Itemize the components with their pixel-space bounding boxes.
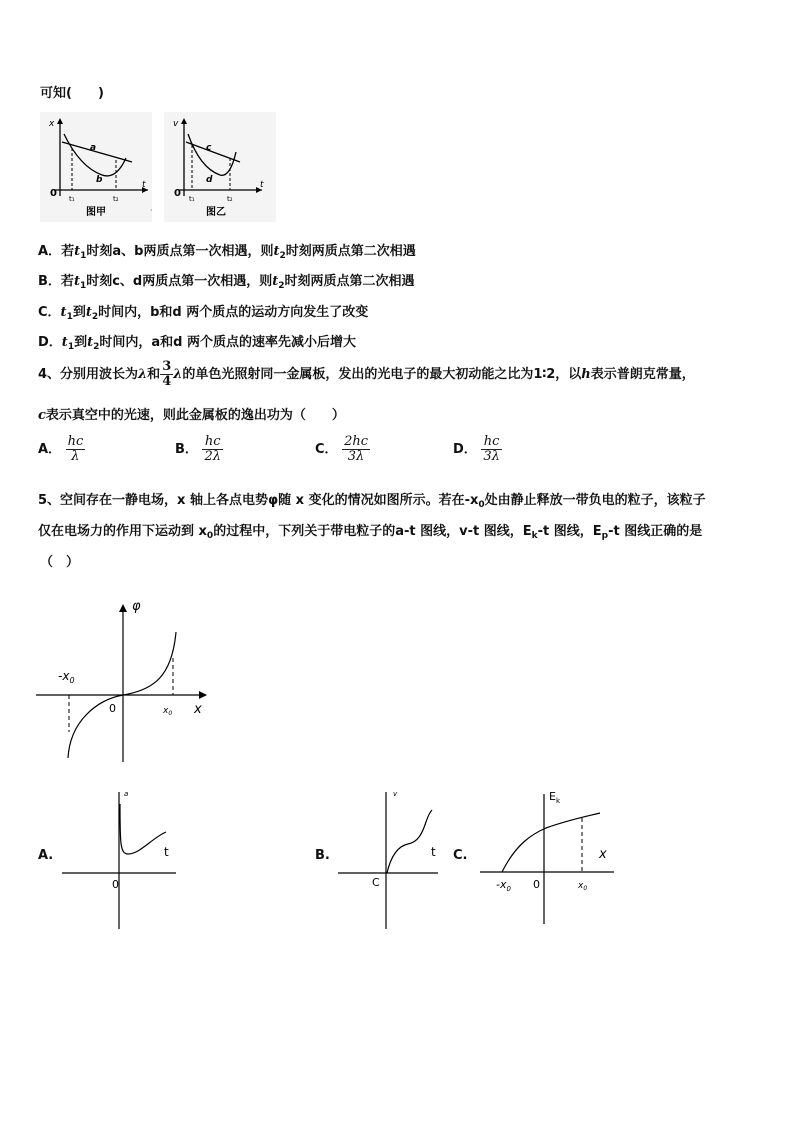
curve-b-label: b — [96, 175, 103, 185]
a-t-curve — [120, 804, 166, 854]
q3-option-b: B．若$t_1$时刻c、d两质点第一次相遇，则$t_2$时刻两质点第二次相遇 — [38, 274, 415, 291]
q3-option-c: C．$t_1$到$t_2$时间内，b和d 两个质点的运动方向发生了改变 — [38, 305, 369, 322]
x0-label: $x_0$ — [163, 706, 173, 717]
line-a-label: a — [90, 143, 97, 153]
t2-label: t₂ — [113, 195, 119, 203]
curve-d-label: d — [206, 175, 213, 185]
q5-option-c-letter: C. — [453, 848, 468, 863]
origin-label: 0 — [50, 188, 57, 199]
x-axis-label: x — [194, 702, 202, 717]
figure-caption: 图甲 — [86, 207, 106, 218]
q5-option-b-letter: B. — [315, 848, 330, 863]
q4-option-c: C． $\frac{2hc}{3\lambda}$ — [315, 434, 369, 464]
a-t-graph — [60, 784, 185, 934]
origin-label: C — [372, 876, 380, 889]
neg-x0-label: $-x_0$ — [496, 878, 511, 893]
figure-jia — [40, 112, 152, 222]
three-quarters-fraction: $\frac{3}{4}$ — [162, 359, 172, 389]
origin-label: 0 — [174, 188, 181, 199]
t2-label: t₂ — [227, 195, 233, 203]
q4-stem-line1: 4、分别用波长为λ和 $\frac{3}{4}$ λ的单色光照射同一金属板，发出的光电子的最大初动能之比为1∶2，以h表示普朗克常量， — [38, 359, 695, 389]
y-axis-label: v — [173, 119, 179, 129]
ek-x-graph — [478, 784, 618, 929]
x-axis-label: x — [599, 847, 607, 862]
phi-x-graph — [36, 592, 216, 770]
origin-label: 0 — [112, 878, 119, 891]
v-axis-label: v — [393, 790, 398, 798]
ek-curve — [502, 813, 600, 872]
phi-axis-label: φ — [132, 599, 141, 614]
neg-x0-label: $-x_0$ — [58, 669, 75, 685]
a-axis-label: a — [124, 790, 129, 798]
t1-label: t₁ — [69, 195, 75, 203]
q4-option-a: A． $\frac{hc}{\lambda}$ — [38, 434, 84, 464]
q3-stem: 可知( ) — [40, 86, 104, 101]
figure-caption: 图乙 — [206, 207, 226, 218]
t1-label: t₁ — [189, 195, 195, 203]
q5-answer-bracket: （ ） — [40, 555, 80, 570]
q4-stem-line2: c表示真空中的光速，则此金属板的逸出功为（ ） — [38, 408, 345, 423]
q5-stem-line2: 仅在电场力的作用下运动到 $x_0$的过程中，下列关于带电粒子的a-t 图线，v-t 图线，$E_k-t$ 图线，$E_p-t$ 图线正确的是 — [38, 524, 703, 541]
v-t-graph — [336, 784, 446, 934]
t-axis-label: t — [260, 180, 264, 190]
line-c-label: c — [206, 143, 212, 153]
y-axis-label: x — [49, 119, 55, 129]
t-axis-label: t — [164, 845, 169, 859]
ek-axis-label: $E_k$ — [549, 790, 561, 805]
v-t-curve — [387, 810, 432, 873]
t-axis-label: t — [142, 180, 146, 190]
q3-option-a: A．若$t_1$时刻a、b两质点第一次相遇，则$t_2$时刻两质点第二次相遇 — [38, 244, 416, 261]
figure-yi — [164, 112, 276, 222]
q5-option-a-letter: A. — [38, 848, 54, 863]
origin-label: 0 — [109, 702, 116, 715]
q3-option-d: D．$t_1$到$t_2$时间内，a和d 两个质点的速率先减小后增大 — [38, 335, 356, 352]
q5-stem-line1: 5、空间存在一静电场，x 轴上各点电势φ随 x 变化的情况如图所示。若在$-x_0$处由静止释放一带负电的粒子，该粒子 — [38, 493, 706, 510]
origin-label: 0 — [533, 878, 540, 891]
q4-option-d: D． $\frac{hc}{3\lambda}$ — [453, 434, 500, 464]
t-axis-label: t — [431, 845, 436, 859]
q4-option-b: B． $\frac{hc}{2\lambda}$ — [175, 434, 221, 464]
x0-label: $x_0$ — [578, 881, 588, 892]
